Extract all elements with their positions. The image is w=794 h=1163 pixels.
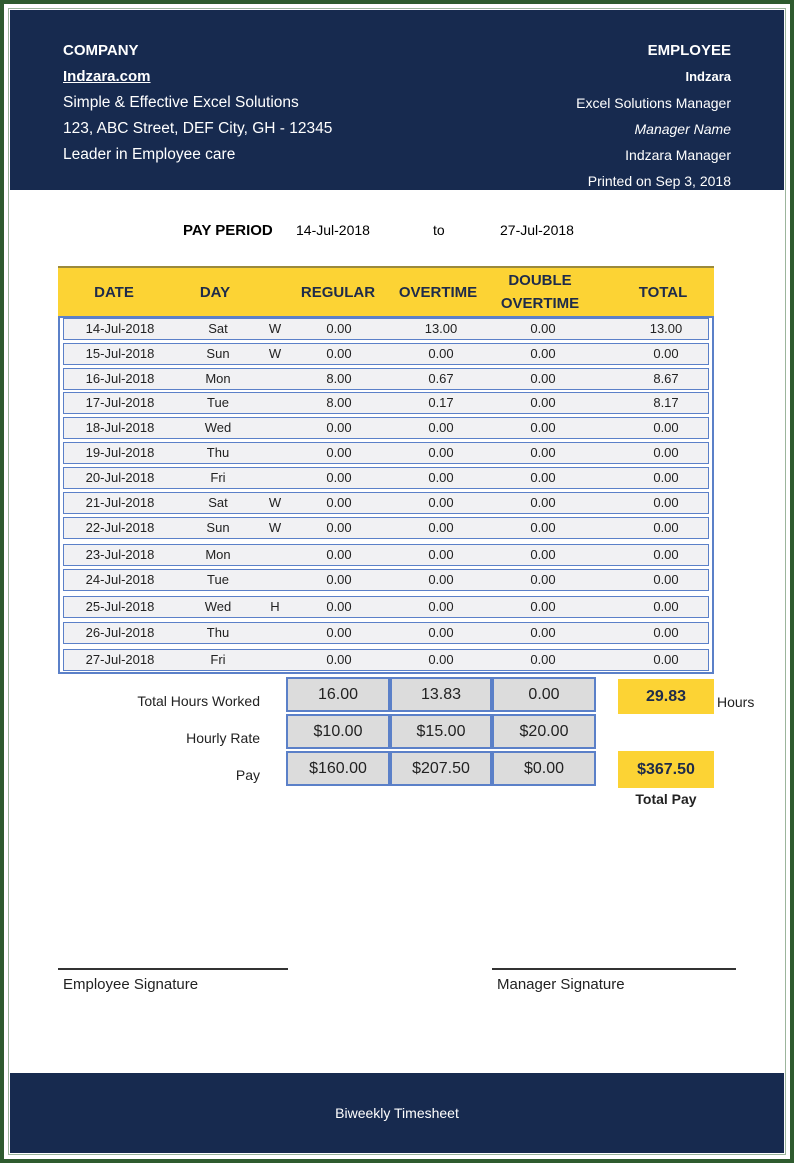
cell-flag [257,650,293,670]
cell-flag [257,443,293,463]
cell-date: 16-Jul-2018 [85,371,155,386]
cell-regular: 0.00 [326,625,352,640]
cell-regular: 8.00 [326,371,352,386]
hours-double: 0.00 [492,677,596,712]
cell-date: 27-Jul-2018 [85,652,155,667]
rate-double: $20.00 [492,714,596,749]
header-band [10,10,784,190]
cell-day: Sat [208,495,228,510]
cell-date: 26-Jul-2018 [85,625,155,640]
cell-overtime: 0.67 [428,371,454,386]
table-row [63,517,709,539]
table-row [63,318,709,340]
cell-regular: 0.00 [326,652,352,667]
total-pay-label: Total Pay [635,791,697,807]
cell-double: 0.00 [530,599,556,614]
employee-name: Indzara [685,69,731,84]
cell-date: 17-Jul-2018 [85,395,155,410]
table-row [63,492,709,514]
cell-double: 0.00 [530,395,556,410]
table-row [63,417,709,439]
cell-regular: 0.00 [326,520,352,535]
cell-flag [257,570,293,590]
cell-total: 8.17 [653,395,679,410]
cell-double: 0.00 [530,520,556,535]
total-hours-label: Total Hours Worked [137,693,260,709]
cell-overtime: 0.00 [428,470,454,485]
header-overtime: OVERTIME [398,283,478,301]
cell-overtime: 0.00 [428,572,454,587]
pay-period-to-label: to [433,222,445,238]
cell-flag: W [268,520,282,535]
company-website-link[interactable]: Indzara.com [63,68,151,85]
cell-regular: 0.00 [326,599,352,614]
manager-signature-label: Manager Signature [497,976,625,993]
cell-day: Thu [206,445,230,460]
cell-overtime: 0.17 [428,395,454,410]
employee-signature-line [58,968,288,970]
cell-double: 0.00 [530,321,556,336]
cell-day: Mon [205,371,231,386]
table-row [63,596,709,618]
cell-flag: W [268,321,282,336]
company-motto: Leader in Employee care [63,146,236,163]
cell-day: Sun [206,520,230,535]
cell-total: 0.00 [653,520,679,535]
cell-double: 0.00 [530,547,556,562]
rate-overtime: $15.00 [390,714,492,749]
cell-date: 21-Jul-2018 [85,495,155,510]
header-total: TOTAL [638,283,688,301]
cell-date: 20-Jul-2018 [85,470,155,485]
manager-name-label: Manager Name [634,121,731,137]
cell-total: 0.00 [653,495,679,510]
employee-title: Excel Solutions Manager [576,95,731,111]
cell-total: 0.00 [653,470,679,485]
cell-day: Fri [210,470,226,485]
pay-double: $0.00 [492,751,596,786]
cell-date: 22-Jul-2018 [85,520,155,535]
manager-name: Indzara Manager [625,147,731,163]
cell-regular: 0.00 [326,420,352,435]
table-row [63,368,709,390]
cell-flag: W [268,346,282,361]
cell-flag: W [268,495,282,510]
cell-regular: 8.00 [326,395,352,410]
cell-total: 0.00 [653,346,679,361]
cell-overtime: 0.00 [428,599,454,614]
hours-regular: 16.00 [286,677,390,712]
cell-date: 25-Jul-2018 [85,599,155,614]
cell-total: 0.00 [653,420,679,435]
pay-label: Pay [235,767,260,783]
cell-day: Wed [204,599,232,614]
cell-double: 0.00 [530,371,556,386]
cell-total: 8.67 [653,371,679,386]
timesheet-table [58,316,714,674]
table-row [63,467,709,489]
cell-double: 0.00 [530,572,556,587]
cell-date: 18-Jul-2018 [85,420,155,435]
table-row [63,392,709,414]
pay-overtime: $207.50 [390,751,492,786]
pay-period-end: 27-Jul-2018 [500,222,574,238]
cell-flag [257,468,293,488]
cell-date: 15-Jul-2018 [85,346,155,361]
cell-overtime: 0.00 [428,520,454,535]
cell-flag [257,369,293,389]
cell-day: Tue [207,572,229,587]
cell-total: 0.00 [653,445,679,460]
footer-title: Biweekly Timesheet [335,1105,459,1121]
header-date: DATE [94,283,134,301]
cell-overtime: 0.00 [428,445,454,460]
employee-heading: EMPLOYEE [647,42,731,59]
cell-regular: 0.00 [326,547,352,562]
cell-regular: 0.00 [326,495,352,510]
cell-flag [257,545,293,565]
cell-flag: H [270,599,280,614]
table-header [58,266,714,316]
cell-regular: 0.00 [326,572,352,587]
printed-date: Printed on Sep 3, 2018 [587,173,731,189]
cell-flag [257,393,293,413]
header-double-overtime [490,268,590,316]
company-address: 123, ABC Street, DEF City, GH - 12345 [63,120,333,137]
cell-overtime: 0.00 [428,495,454,510]
cell-total: 0.00 [653,572,679,587]
table-row [63,343,709,365]
cell-regular: 0.00 [326,445,352,460]
company-tagline: Simple & Effective Excel Solutions [63,94,299,111]
cell-day: Sun [206,346,230,361]
cell-flag [257,418,293,438]
table-row [63,649,709,671]
cell-overtime: 0.00 [428,547,454,562]
cell-date: 14-Jul-2018 [85,321,155,336]
cell-regular: 0.00 [326,321,352,336]
cell-double: 0.00 [530,346,556,361]
cell-date: 24-Jul-2018 [85,572,155,587]
cell-day: Mon [205,547,231,562]
header-day: DAY [199,283,231,301]
hours-overtime: 13.83 [390,677,492,712]
cell-flag [257,623,293,643]
table-row [63,442,709,464]
cell-double: 0.00 [530,470,556,485]
employee-block [576,38,731,194]
table-row [63,622,709,644]
cell-total: 0.00 [653,599,679,614]
table-row [63,544,709,566]
hours-unit: Hours [717,694,755,710]
cell-day: Wed [204,420,232,435]
cell-double: 0.00 [530,625,556,640]
cell-day: Fri [210,652,226,667]
cell-double: 0.00 [530,652,556,667]
cell-double: 0.00 [530,495,556,510]
company-block [63,38,332,168]
total-hours-value: 29.83 [618,679,714,714]
cell-total: 0.00 [653,547,679,562]
pay-regular: $160.00 [286,751,390,786]
cell-overtime: 0.00 [428,346,454,361]
cell-double: 0.00 [530,445,556,460]
cell-overtime: 0.00 [428,420,454,435]
cell-total: 0.00 [653,625,679,640]
company-heading: COMPANY [63,42,139,59]
cell-overtime: 0.00 [428,625,454,640]
total-pay-value: $367.50 [618,751,714,788]
pay-period-label: PAY PERIOD [183,222,273,239]
cell-regular: 0.00 [326,470,352,485]
manager-signature-line [492,968,736,970]
cell-date: 23-Jul-2018 [85,547,155,562]
table-row [63,569,709,591]
cell-overtime: 13.00 [424,321,458,336]
cell-total: 13.00 [649,321,683,336]
header-double-line2: OVERTIME [500,295,580,312]
cell-day: Tue [207,395,229,410]
pay-period-start: 14-Jul-2018 [296,222,370,238]
header-double-line1: DOUBLE [508,272,572,289]
employee-signature-label: Employee Signature [63,976,199,993]
cell-overtime: 0.00 [428,652,454,667]
footer-band [10,1073,784,1153]
cell-date: 19-Jul-2018 [85,445,155,460]
hourly-rate-label: Hourly Rate [186,730,260,746]
cell-total: 0.00 [653,652,679,667]
header-regular: REGULAR [300,283,376,301]
cell-double: 0.00 [530,420,556,435]
rate-regular: $10.00 [286,714,390,749]
cell-regular: 0.00 [326,346,352,361]
cell-day: Thu [206,625,230,640]
cell-day: Sat [208,321,228,336]
